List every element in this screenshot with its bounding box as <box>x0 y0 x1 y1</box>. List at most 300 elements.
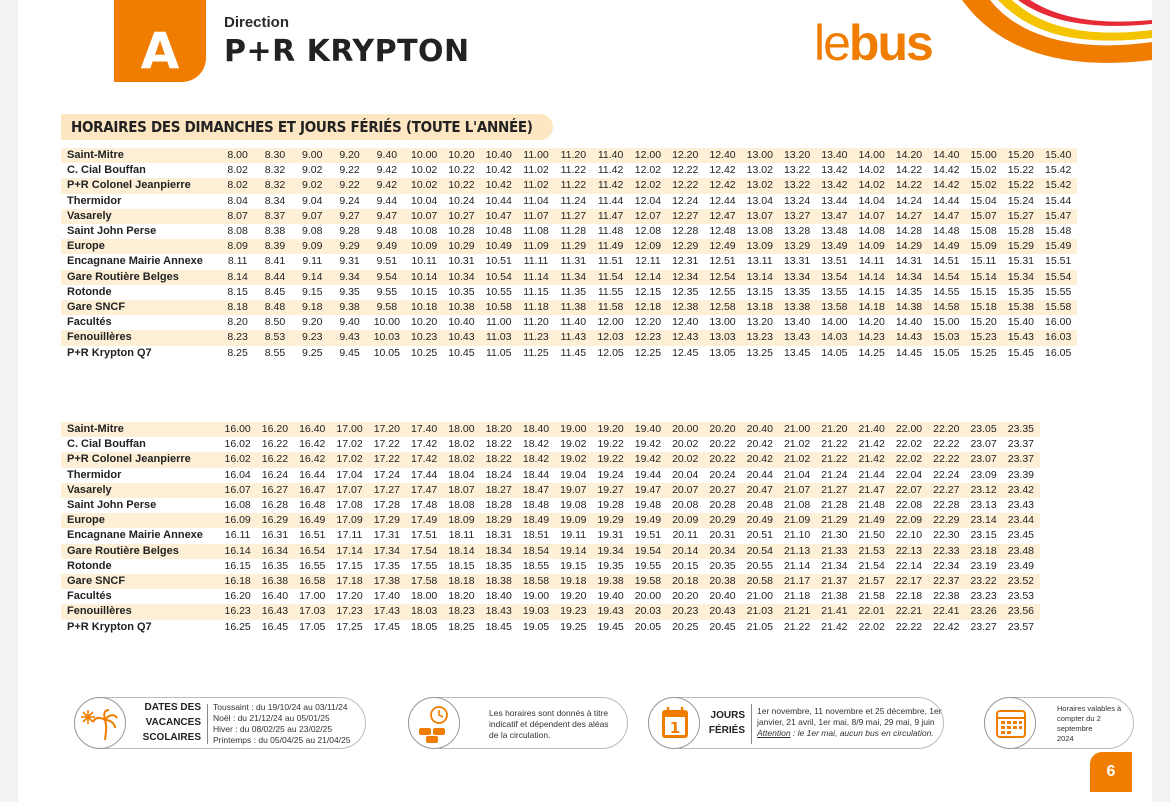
departure-time: 18.05 <box>410 620 438 633</box>
departure-time: 17.22 <box>373 438 400 451</box>
traffic-notice-line: indicatif et dépendent des aléas <box>489 719 609 729</box>
departure-time: 9.11 <box>302 255 323 268</box>
departure-time: 10.25 <box>410 346 438 359</box>
table-row <box>61 163 1077 178</box>
departure-time: 23.44 <box>1002 513 1039 528</box>
table-row <box>61 254 1077 269</box>
departure-time: 15.04 <box>970 194 997 207</box>
departure-time: 22.04 <box>895 468 923 481</box>
stop-name: Encagnane Mairie Annexe <box>67 255 203 268</box>
stop-name: Thermidor <box>67 468 122 481</box>
departure-time: 20.05 <box>634 620 662 633</box>
calendar-grid-icon <box>984 697 1036 749</box>
departure-time: 20.15 <box>672 559 699 572</box>
departure-time: 12.07 <box>629 209 666 224</box>
departure-time: 17.44 <box>410 468 438 481</box>
departure-time: 11.28 <box>560 225 587 238</box>
departure-time: 17.43 <box>368 604 405 619</box>
section-title: HORAIRES DES DIMANCHES ET JOURS FÉRIÉS (TOUTE L'ANNÉE) <box>61 114 553 140</box>
table-row <box>61 620 1040 635</box>
departure-time: 12.47 <box>704 209 741 224</box>
departure-time: 23.42 <box>1002 483 1039 498</box>
departure-time: 11.24 <box>560 194 587 207</box>
table-row <box>61 300 1077 315</box>
departure-time: 19.58 <box>629 574 666 589</box>
departure-time: 12.25 <box>634 346 662 359</box>
departure-time: 9.02 <box>294 178 331 193</box>
validity-box <box>984 697 1134 749</box>
attention-text: : le 1er mai, aucun bus en circulation. <box>790 728 934 738</box>
departure-time: 11.40 <box>560 316 587 329</box>
departure-time: 19.27 <box>592 483 629 498</box>
departure-time: 15.24 <box>1007 194 1035 207</box>
departure-time: 9.43 <box>331 330 368 345</box>
departure-time: 21.53 <box>853 544 890 559</box>
departure-time: 17.35 <box>373 559 400 572</box>
table-row <box>61 498 1040 513</box>
departure-time: 14.02 <box>858 164 885 177</box>
departure-time: 19.49 <box>629 513 666 528</box>
departure-time: 11.00 <box>517 148 554 163</box>
departure-time: 14.04 <box>858 194 885 207</box>
departure-time: 13.14 <box>741 270 778 285</box>
departure-time: 19.14 <box>555 544 592 559</box>
departure-time: 13.35 <box>783 285 811 298</box>
departure-time: 14.22 <box>890 178 927 193</box>
departure-time: 21.49 <box>853 513 890 528</box>
departure-time: 23.53 <box>1007 590 1035 603</box>
departure-time: 12.02 <box>634 164 662 177</box>
timetable-morning <box>61 148 1077 361</box>
departure-time: 18.22 <box>485 438 512 451</box>
departure-time: 21.13 <box>778 544 815 559</box>
departure-time: 22.21 <box>890 604 927 619</box>
departure-time: 21.00 <box>746 590 773 603</box>
departure-time: 15.45 <box>1007 346 1035 359</box>
departure-time: 19.38 <box>592 574 629 589</box>
departure-time: 22.07 <box>890 483 927 498</box>
departure-time: 18.20 <box>448 590 475 603</box>
departure-time: 18.11 <box>448 529 475 542</box>
departure-time: 8.44 <box>256 270 293 285</box>
departure-time: 15.25 <box>970 346 997 359</box>
departure-time: 10.22 <box>443 178 480 193</box>
departure-time: 23.13 <box>970 499 997 512</box>
departure-time: 9.24 <box>339 194 360 207</box>
departure-time: 12.34 <box>667 270 704 285</box>
departure-time: 23.39 <box>1007 468 1035 481</box>
departure-time: 22.41 <box>928 604 965 619</box>
departure-time: 9.28 <box>339 225 360 238</box>
departure-time: 9.47 <box>368 209 405 224</box>
departure-time: 19.51 <box>634 529 662 542</box>
departure-time: 20.58 <box>741 574 778 589</box>
departure-time: 20.22 <box>709 438 736 451</box>
departure-time: 13.09 <box>741 239 778 254</box>
line-badge <box>114 0 206 82</box>
departure-time: 10.09 <box>405 239 442 254</box>
departure-time: 12.44 <box>709 194 736 207</box>
departure-time: 22.09 <box>890 513 927 528</box>
departure-time: 12.48 <box>709 225 736 238</box>
departure-time: 8.34 <box>264 194 286 207</box>
departure-time: 12.42 <box>704 178 741 193</box>
departure-time: 14.40 <box>928 148 965 163</box>
departure-time: 16.42 <box>299 438 326 451</box>
departure-time: 9.45 <box>339 346 360 359</box>
departure-time: 16.25 <box>224 620 251 633</box>
table-row <box>61 483 1040 498</box>
departure-time: 10.24 <box>448 194 475 207</box>
departure-time: 19.18 <box>555 574 592 589</box>
departure-time: 10.48 <box>485 225 512 238</box>
departure-time: 8.32 <box>256 178 293 193</box>
departure-time: 17.28 <box>373 499 400 512</box>
departure-time: 23.26 <box>965 604 1002 619</box>
departure-time: 14.51 <box>933 255 960 268</box>
school-holidays-box <box>74 697 366 749</box>
table-row <box>61 513 1040 528</box>
departure-time: 20.20 <box>704 422 741 437</box>
departure-time: 21.07 <box>778 483 815 498</box>
departure-time: 10.11 <box>411 255 437 268</box>
public-holidays-attention <box>757 728 942 739</box>
departure-time: 16.00 <box>219 422 256 437</box>
departure-time: 17.18 <box>331 574 368 589</box>
departure-time: 13.02 <box>746 164 773 177</box>
departure-time: 17.15 <box>336 559 363 572</box>
departure-time: 21.42 <box>858 438 885 451</box>
departure-time: 18.40 <box>517 422 554 437</box>
table-row <box>61 559 1040 574</box>
departure-time: 18.14 <box>443 544 480 559</box>
departure-time: 21.00 <box>778 422 815 437</box>
departure-time: 15.02 <box>965 178 1002 193</box>
departure-time: 12.27 <box>667 209 704 224</box>
departure-time: 21.28 <box>821 499 848 512</box>
departure-time: 16.02 <box>224 438 251 451</box>
stop-name: Fenouillères <box>61 330 219 345</box>
departure-time: 20.47 <box>741 483 778 498</box>
departure-time: 14.08 <box>858 225 885 238</box>
departure-time: 16.51 <box>299 529 326 542</box>
departure-time: 11.31 <box>560 255 587 268</box>
departure-time: 18.02 <box>443 452 480 467</box>
table-row <box>61 315 1077 330</box>
departure-time: 16.45 <box>261 620 289 633</box>
departure-time: 9.35 <box>339 285 360 298</box>
departure-time: 10.14 <box>405 270 442 285</box>
departure-time: 21.37 <box>816 574 853 589</box>
departure-time: 17.55 <box>410 559 438 572</box>
departure-time: 10.58 <box>480 300 517 315</box>
departure-time: 15.29 <box>1002 239 1039 254</box>
holidays-head-line: VACANCES <box>145 717 201 728</box>
departure-time: 16.42 <box>294 452 331 467</box>
table-row <box>61 604 1040 619</box>
departure-time: 19.29 <box>592 513 629 528</box>
departure-time: 10.05 <box>373 346 400 359</box>
departure-time: 19.05 <box>522 620 550 633</box>
departure-time: 18.24 <box>485 468 512 481</box>
departure-time: 8.23 <box>219 330 256 345</box>
departure-time: 14.49 <box>928 239 965 254</box>
departure-time: 15.15 <box>970 285 997 298</box>
departure-time: 14.55 <box>933 285 960 298</box>
departure-time: 22.14 <box>895 559 923 572</box>
departure-time: 16.48 <box>299 499 326 512</box>
departure-time: 15.05 <box>933 346 960 359</box>
departure-time: 8.30 <box>256 148 293 163</box>
departure-time: 13.00 <box>709 316 736 329</box>
departure-time: 12.03 <box>592 330 629 345</box>
departure-time: 17.03 <box>294 604 331 619</box>
departure-time: 16.47 <box>294 483 331 498</box>
departure-time: 15.07 <box>965 209 1002 224</box>
departure-time: 17.23 <box>331 604 368 619</box>
departure-time: 13.29 <box>778 239 815 254</box>
departure-time: 15.40 <box>1040 148 1077 163</box>
departure-time: 8.08 <box>227 225 248 238</box>
table-row <box>61 346 1077 361</box>
departure-time: 22.22 <box>895 620 923 633</box>
stop-name: Saint-Mitre <box>61 148 219 163</box>
departure-time: 23.09 <box>970 468 997 481</box>
departure-time: 20.42 <box>746 438 773 451</box>
departure-time: 19.47 <box>629 483 666 498</box>
departure-time: 19.15 <box>560 559 587 572</box>
departure-time: 9.38 <box>331 300 368 315</box>
departure-time: 16.40 <box>261 590 289 603</box>
departure-time: 16.15 <box>224 559 251 572</box>
departure-time: 18.25 <box>448 620 475 633</box>
departure-time: 18.51 <box>522 529 550 542</box>
table-row <box>61 270 1077 285</box>
departure-time: 18.00 <box>443 422 480 437</box>
departure-time: 10.08 <box>410 225 438 238</box>
departure-time: 11.02 <box>517 178 554 193</box>
departure-time: 11.07 <box>517 209 554 224</box>
departure-time: 15.08 <box>970 225 997 238</box>
traffic-notice-line: Les horaires sont donnés à titre <box>489 708 609 718</box>
departure-time: 13.22 <box>783 164 811 177</box>
departure-time: 19.23 <box>555 604 592 619</box>
departure-time: 19.22 <box>592 452 629 467</box>
departure-time: 23.35 <box>1002 422 1039 437</box>
departure-time: 21.10 <box>783 529 811 542</box>
departure-time: 11.45 <box>560 346 587 359</box>
departure-time: 8.18 <box>219 300 256 315</box>
departure-time: 17.40 <box>373 590 400 603</box>
departure-time: 23.27 <box>970 620 997 633</box>
departure-time: 21.04 <box>783 468 811 481</box>
brand-logo-bold: bus <box>848 15 932 71</box>
departure-time: 21.02 <box>783 438 811 451</box>
departure-time: 10.02 <box>405 178 442 193</box>
departure-time: 13.18 <box>741 300 778 315</box>
departure-time: 21.47 <box>853 483 890 498</box>
departure-time: 19.42 <box>629 452 666 467</box>
departure-time: 15.03 <box>928 330 965 345</box>
departure-time: 13.00 <box>741 148 778 163</box>
departure-time: 17.04 <box>336 468 363 481</box>
departure-time: 11.38 <box>555 300 592 315</box>
departure-time: 16.02 <box>219 452 256 467</box>
departure-time: 11.20 <box>555 148 592 163</box>
departure-time: 12.40 <box>704 148 741 163</box>
departure-time: 23.45 <box>1007 529 1035 542</box>
departure-time: 21.29 <box>816 513 853 528</box>
departure-time: 11.08 <box>523 225 549 238</box>
departure-time: 16.07 <box>219 483 256 498</box>
departure-time: 16.27 <box>256 483 293 498</box>
departure-time: 10.23 <box>405 330 442 345</box>
table-row <box>61 285 1077 300</box>
departure-time: 10.35 <box>448 285 475 298</box>
departure-time: 9.54 <box>368 270 405 285</box>
departure-time: 21.33 <box>816 544 853 559</box>
departure-time: 18.49 <box>517 513 554 528</box>
departure-time: 14.00 <box>821 316 848 329</box>
departure-time: 13.42 <box>816 178 853 193</box>
departure-time: 21.03 <box>741 604 778 619</box>
departure-time: 15.43 <box>1002 330 1039 345</box>
departure-time: 18.48 <box>522 499 550 512</box>
departure-time: 9.34 <box>331 270 368 285</box>
departure-time: 17.11 <box>336 529 363 542</box>
departure-time: 10.54 <box>480 270 517 285</box>
departure-time: 20.18 <box>667 574 704 589</box>
departure-time: 18.55 <box>522 559 550 572</box>
departure-time: 11.23 <box>517 330 554 345</box>
departure-time: 23.07 <box>965 452 1002 467</box>
holidays-head-line: SCOLAIRES <box>142 732 201 743</box>
departure-time: 20.07 <box>667 483 704 498</box>
stop-name: Europe <box>61 513 219 528</box>
departure-time: 15.11 <box>970 255 997 268</box>
direction-name: P+R KRYPTON <box>224 34 470 69</box>
departure-time: 18.44 <box>522 468 550 481</box>
departure-time: 13.51 <box>821 255 848 268</box>
departure-time: 15.54 <box>1040 270 1077 285</box>
departure-time: 20.49 <box>741 513 778 528</box>
table-row <box>61 544 1040 559</box>
validity-line: 2024 <box>1057 734 1074 743</box>
departure-time: 17.02 <box>336 438 363 451</box>
departure-time: 15.42 <box>1045 164 1072 177</box>
departure-time: 15.31 <box>1007 255 1035 268</box>
departure-time: 17.42 <box>405 452 442 467</box>
departure-time: 8.11 <box>227 255 248 268</box>
departure-time: 23.18 <box>965 544 1002 559</box>
public-holidays-line: janvier, 21 avril, 1er mai, 8/9 mai, 29 mai, 9 juin <box>757 717 935 727</box>
departure-time: 9.08 <box>302 225 323 238</box>
departure-time: 16.38 <box>256 574 293 589</box>
departure-time: 22.08 <box>895 499 923 512</box>
departure-time: 16.05 <box>1045 346 1072 359</box>
departure-time: 14.42 <box>928 178 965 193</box>
departure-time: 15.51 <box>1045 255 1072 268</box>
departure-time: 19.00 <box>522 590 550 603</box>
departure-time: 20.04 <box>672 468 699 481</box>
departure-time: 15.47 <box>1040 209 1077 224</box>
departure-time: 11.02 <box>523 164 549 177</box>
stop-name: Thermidor <box>67 194 122 207</box>
departure-time: 23.22 <box>965 574 1002 589</box>
departure-time: 12.35 <box>672 285 699 298</box>
departure-time: 13.04 <box>746 194 773 207</box>
departure-time: 16.03 <box>1040 330 1077 345</box>
holiday-period: Noël : du 21/12/24 au 05/01/25 <box>213 713 330 723</box>
departure-time: 11.09 <box>517 239 554 254</box>
page-number: 6 <box>1090 752 1132 792</box>
table-row <box>61 330 1077 345</box>
departure-time: 11.00 <box>485 316 512 329</box>
departure-time: 18.09 <box>443 513 480 528</box>
departure-time: 21.40 <box>853 422 890 437</box>
holiday-period: Printemps : du 05/04/25 au 21/04/25 <box>213 735 351 745</box>
departure-time: 21.30 <box>821 529 848 542</box>
departure-time: 20.44 <box>746 468 773 481</box>
departure-time: 13.27 <box>778 209 815 224</box>
departure-time: 12.54 <box>704 270 741 285</box>
departure-time: 19.40 <box>597 590 624 603</box>
departure-time: 16.54 <box>294 544 331 559</box>
departure-time: 14.44 <box>933 194 960 207</box>
departure-time: 23.15 <box>970 529 997 542</box>
departure-time: 10.22 <box>448 164 475 177</box>
table-row <box>61 589 1040 604</box>
calendar-number: 1 <box>669 719 681 737</box>
departure-time: 11.48 <box>597 225 624 238</box>
departure-time: 13.54 <box>816 270 853 285</box>
departure-time: 14.07 <box>853 209 890 224</box>
departure-time: 22.20 <box>928 422 965 437</box>
departure-time: 13.38 <box>778 300 815 315</box>
departure-time: 14.20 <box>858 316 885 329</box>
departure-time: 14.29 <box>890 239 927 254</box>
departure-time: 22.27 <box>928 483 965 498</box>
departure-time: 23.49 <box>1007 559 1035 572</box>
departure-time: 23.12 <box>965 483 1002 498</box>
departure-time: 15.22 <box>1007 164 1035 177</box>
departure-time: 16.04 <box>224 468 251 481</box>
departure-time: 8.09 <box>219 239 256 254</box>
departure-time: 21.21 <box>778 604 815 619</box>
departure-time: 11.22 <box>560 164 587 177</box>
stop-name: Gare SNCF <box>61 574 219 589</box>
departure-time: 20.51 <box>746 529 773 542</box>
departure-time: 21.20 <box>816 422 853 437</box>
departure-time: 10.00 <box>373 316 400 329</box>
departure-time: 12.20 <box>667 148 704 163</box>
departure-time: 20.22 <box>704 452 741 467</box>
departure-time: 13.05 <box>709 346 736 359</box>
departure-time: 15.00 <box>965 148 1002 163</box>
table-row <box>61 528 1040 543</box>
departure-time: 12.04 <box>634 194 662 207</box>
departure-time: 16.23 <box>219 604 256 619</box>
departure-time: 20.02 <box>672 438 699 451</box>
departure-time: 12.18 <box>629 300 666 315</box>
departure-time: 11.44 <box>597 194 624 207</box>
public-holidays-head: JOURS <box>710 710 745 721</box>
departure-time: 11.51 <box>597 255 624 268</box>
stop-name: Facultés <box>67 590 112 603</box>
departure-time: 11.43 <box>555 330 592 345</box>
departure-time: 19.28 <box>597 499 624 512</box>
departure-time: 9.49 <box>368 239 405 254</box>
